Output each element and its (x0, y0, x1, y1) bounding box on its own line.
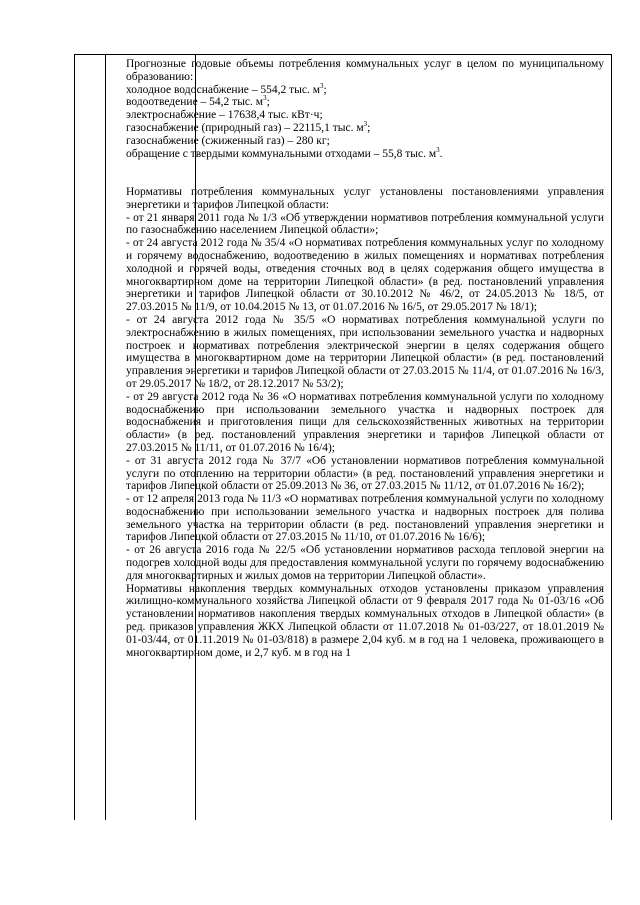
norm-item: - от 26 августа 2016 года № 22/5 «Об установлении нормативов расхода тепловой энергии на подогрев холодной воды для предоставления коммунальной услуги по горячему водоснабжению для многоквартирных и жилых домов на территории Липецкой области». (126, 544, 604, 582)
waste-norms-paragraph: Нормативы накопления твердых коммунальных отходов установлены приказом управления жилищно-коммунального хозяйства Липецкой области от 9 февраля 2017 года № 01-03/16 «Об установлении нормативов накопления твердых коммунальных отходов в Липецкой области» (в ред. приказов управления ЖКХ Липецкой области от 11.07.2018 № 01-03/227, от 18.01.2019 № 01-03/44, от 01.11.2019 № 01-03/818) в размере 2,04 куб. м в год на 1 человека, проживающего в многоквартирном доме, и 2,7 куб. м в год на 1 (126, 582, 604, 659)
norm-item: - от 29 августа 2012 года № 36 «О нормативах потребления коммунальной услуги по холодному водоснабжению при использовании земельного участка и надворных построек для водоснабжения и приготовления пищи для сельскохозяйственных животных на территории области» (в ред. постановлений управления энергетики и тарифов Липецкой области от 27.03.2015 № 11/11, от 01.07.2016 № 16/4); (126, 390, 604, 454)
forecast-solid-waste: обращение с твердыми коммунальными отходами – 55,8 тыс. $м^3$. (126, 145, 443, 160)
norm-item: - от 24 августа 2012 года № 35/4 «О нормативах потребления коммунальных услуг по холодному и горячему водоснабжению, водоотведению в жилых помещениях и нормативах потребления холодной и горячей воды, отведения сточных вод в целях содержания общего имущества в многоквартирном доме на территории Липецкой области» (в ред. постановлений управления энергетики и тарифов Липецкой области от 30.10.2012 № 46/2, от 24.05.2013 № 18/5, от 27.03.2015 № 11/9, от 10.04.2015 № 13, от 01.07.2016 № 16/5, от 29.05.2017 № 18/1); (126, 237, 604, 314)
norm-item: - от 12 апреля 2013 года № 11/3 «О нормативах потребления коммунальной услуги по холодному водоснабжению при использовании земельного участка и надворных построек для полива земельного участка на территории области (в ред. постановлений управления энергетики и тарифов Липецкой области от 27.03.2015 № 11/10, от 01.07.2016 № 16/6); (126, 493, 604, 544)
forecast-intro: Прогнозные годовые объемы потребления коммунальных услуг в целом по муниципальному образованию: (126, 58, 604, 83)
forecast-gas-liquefied: газоснабжение (сжиженный газ) – 280 кг; (126, 134, 330, 147)
norm-item: - от 21 января 2011 года № 1/3 «Об утверждении нормативов потребления коммунальной услуги по газоснабжению населением Липецкой области»; (126, 211, 604, 237)
forecast-drainage: водоотведение – 54,2 тыс. $м^3$; (126, 94, 270, 109)
norm-item: - от 24 августа 2012 года № 35/5 «О нормативах потребления коммунальной услуги по электроснабжению в жилых помещениях, при использовании земельного участка и надворных построек и нормативах потребления электрической энергии в целях содержания общего имущества в многоквартирном доме на территории Липецкой области» (в ред. постановлений управления энергетики и тарифов Липецкой области от 27.03.2015 № 11/4, от 01.07.2016 № 16/3, от 29.05.2017 № 18/2, от 28.12.2017 № 53/2); (126, 313, 604, 390)
forecast-electricity: электроснабжение – 17638,4 тыс. кВт·ч; (126, 109, 323, 122)
table-column-number (75, 55, 106, 820)
forecast-cold-water: холодное водоснабжение – 554,2 тыс. $м^3$; (126, 81, 327, 96)
norms-intro: Нормативы потребления коммунальных услуг установлены постановлениями управления энергетики и тарифов Липецкой области: (126, 185, 604, 211)
table-cell-content (126, 58, 604, 659)
forecast-gas-natural: газоснабжение (природный газ) – 22115,1 тыс. $м^3$; (126, 120, 371, 134)
norm-item: - от 31 августа 2012 года № 37/7 «Об установлении нормативов потребления коммунальной услуги по отоплению на территории области» (в ред. постановлений управления энергетики и тарифов Липецкой области от 25.09.2013 № 36, от 27.03.2015 № 11/12, от 01.07.2016 № 16/2); (126, 454, 604, 493)
